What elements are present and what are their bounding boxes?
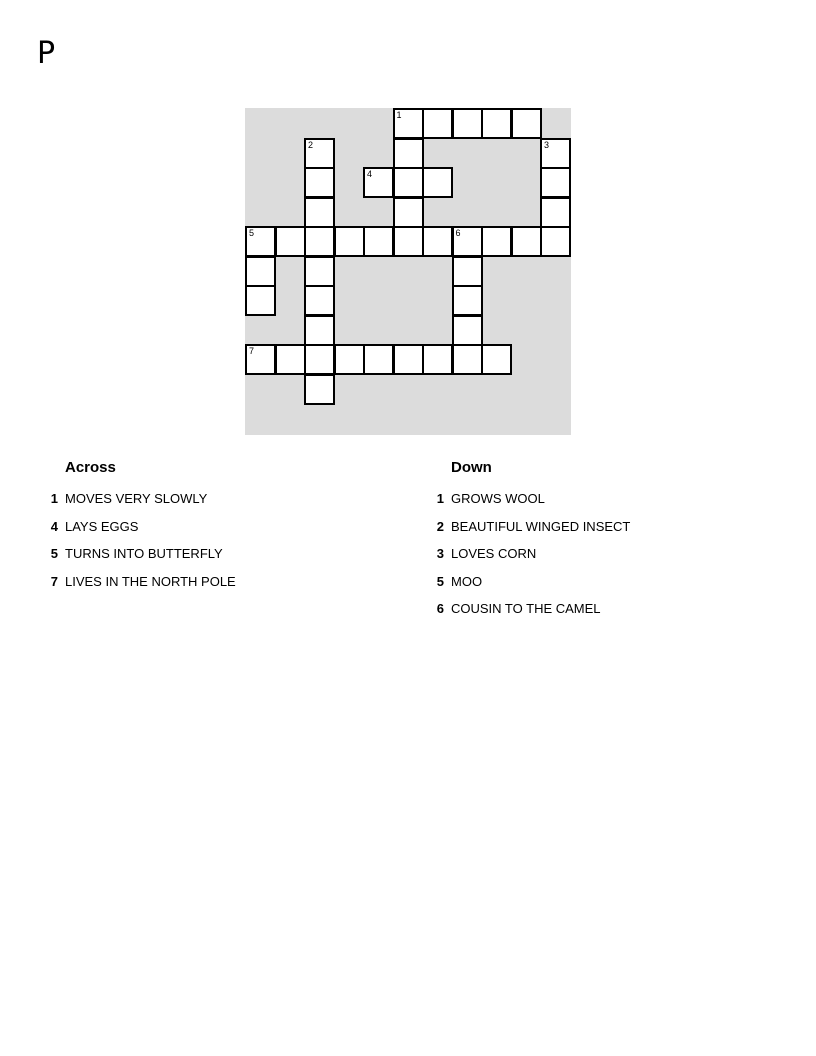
- clue-number: 5: [436, 573, 444, 589]
- crossword-cell[interactable]: [422, 167, 453, 198]
- crossword-cell[interactable]: [452, 315, 483, 346]
- crossword-cell[interactable]: [275, 344, 306, 375]
- clue-number: 5: [50, 546, 58, 561]
- crossword-cell[interactable]: [304, 256, 335, 287]
- crossword-cell[interactable]: [304, 226, 335, 257]
- crossword-cell[interactable]: [304, 285, 335, 316]
- crossword-cell[interactable]: [393, 108, 424, 139]
- crossword-cell[interactable]: [540, 226, 571, 257]
- crossword-cell[interactable]: [511, 226, 542, 257]
- crossword-cell[interactable]: [275, 226, 306, 257]
- clue-text: LAYS EGGS: [65, 518, 139, 534]
- crossword-cell[interactable]: [304, 167, 335, 198]
- crossword-cell[interactable]: [481, 108, 512, 139]
- page-title: P: [37, 36, 56, 71]
- crossword-cell[interactable]: [393, 167, 424, 198]
- crossword-cell[interactable]: [393, 226, 424, 257]
- crossword-cell[interactable]: [393, 344, 424, 375]
- clue-number: 6: [436, 601, 444, 616]
- crossword-cell[interactable]: [540, 138, 571, 169]
- crossword-cell[interactable]: [363, 226, 394, 257]
- crossword-grid: [245, 108, 571, 435]
- crossword-cell[interactable]: [245, 344, 276, 375]
- crossword-cell[interactable]: [245, 256, 276, 287]
- clue-number: 1: [50, 491, 58, 506]
- clue-number: 3: [436, 546, 444, 561]
- clue-text: TURNS INTO BUTTERFLY: [65, 546, 223, 561]
- crossword-cell[interactable]: [422, 108, 453, 139]
- clue-text: BEAUTIFUL WINGED INSECT: [451, 518, 631, 534]
- crossword-cell[interactable]: [304, 138, 335, 169]
- cell-number: 2: [308, 139, 314, 150]
- crossword-cell[interactable]: [452, 226, 483, 257]
- crossword-cell[interactable]: [481, 344, 512, 375]
- crossword-cell[interactable]: [393, 197, 424, 228]
- cell-number: 4: [367, 169, 373, 179]
- crossword-cell[interactable]: [245, 285, 276, 316]
- crossword-cell[interactable]: [422, 344, 453, 375]
- crossword-cell[interactable]: [334, 226, 365, 257]
- crossword-cell[interactable]: [363, 344, 394, 375]
- down-heading: Down: [451, 459, 492, 476]
- clue-text: COUSIN TO THE CAMEL: [451, 601, 601, 616]
- crossword-cell[interactable]: [452, 344, 483, 375]
- crossword-cell[interactable]: [452, 256, 483, 287]
- clue-number: 4: [50, 518, 58, 534]
- cell-number: 3: [544, 139, 550, 150]
- clue-text: LIVES IN THE NORTH POLE: [65, 573, 236, 589]
- clue-number: 1: [436, 491, 444, 506]
- crossword-cell[interactable]: [452, 108, 483, 139]
- clue-number: 7: [50, 573, 58, 589]
- crossword-cell[interactable]: [393, 138, 424, 169]
- crossword-cell[interactable]: [540, 197, 571, 228]
- clue-text: LOVES CORN: [451, 546, 537, 561]
- clue-text: GROWS WOOL: [451, 491, 545, 506]
- cell-number: 5: [249, 228, 255, 238]
- clue-number: 2: [436, 518, 444, 534]
- crossword-cell[interactable]: [304, 315, 335, 346]
- crossword-cell[interactable]: [304, 197, 335, 228]
- crossword-cell[interactable]: [511, 108, 542, 139]
- crossword-cell[interactable]: [245, 226, 276, 257]
- crossword-cell[interactable]: [304, 344, 335, 375]
- cell-number: 6: [455, 228, 461, 238]
- crossword-cell[interactable]: [334, 344, 365, 375]
- crossword-cell[interactable]: [304, 374, 335, 405]
- crossword-cell[interactable]: [363, 167, 394, 198]
- crossword-cell[interactable]: [481, 226, 512, 257]
- cell-number: 1: [396, 110, 402, 120]
- crossword-cell[interactable]: [422, 226, 453, 257]
- across-heading: Across: [65, 459, 116, 476]
- cell-number: 7: [249, 346, 255, 356]
- crossword-cell[interactable]: [540, 167, 571, 198]
- crossword-cell[interactable]: [452, 285, 483, 316]
- clue-text: MOO: [451, 573, 483, 589]
- clue-text: MOVES VERY SLOWLY: [65, 491, 208, 506]
